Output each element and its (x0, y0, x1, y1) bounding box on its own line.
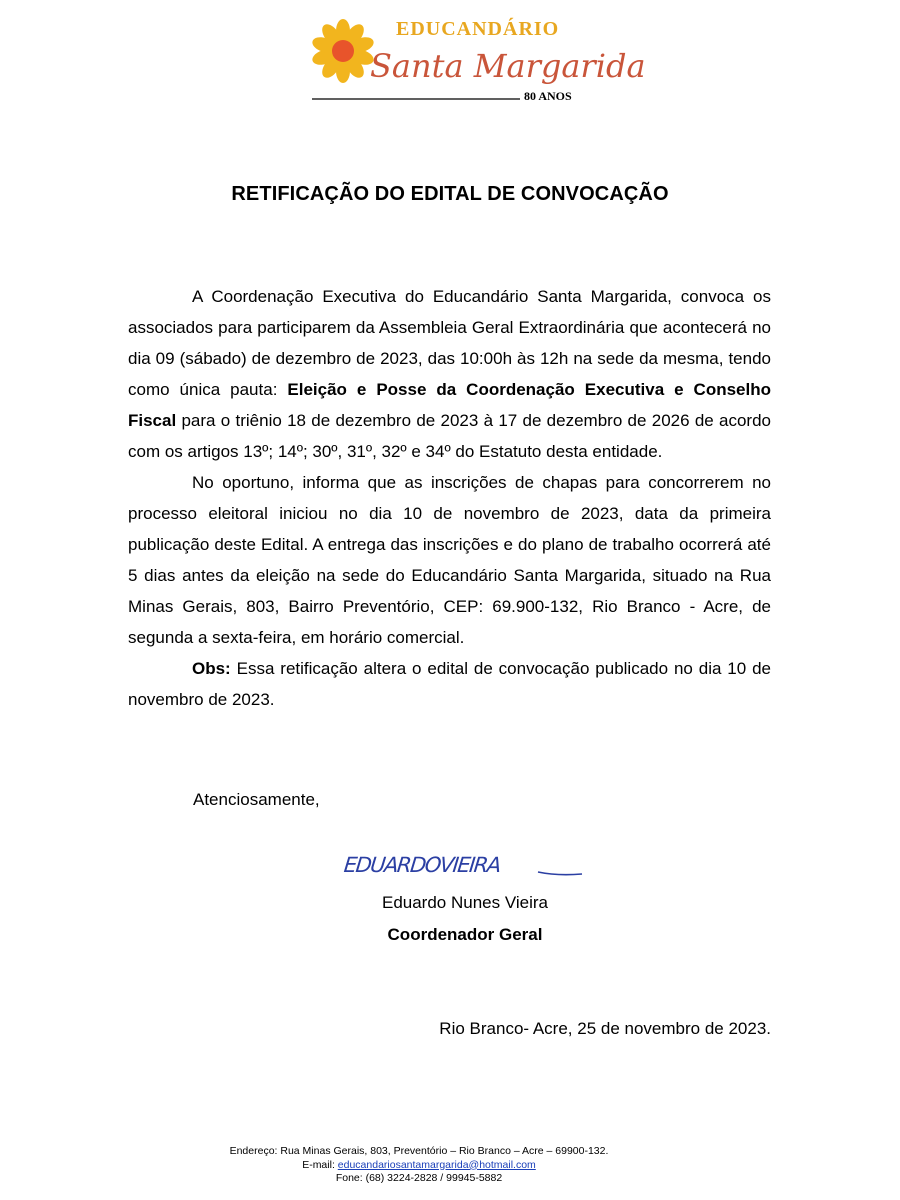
footer-phone: Fone: (68) 3224-2828 / 99945-5882 (335, 1172, 503, 1184)
footer-email-label: E-mail: (302, 1158, 338, 1171)
educandario-logo (300, 14, 646, 106)
footer (0, 1145, 838, 1186)
paragraph1-text-end: para o triênio 18 de dezembro de 2023 à 17 de dezembro de 2026 de acordo com os artigos 13º; 14º; 30º, 31º, 32º e 34º do Estatuto desta entidade. (128, 411, 771, 461)
page-title: RETIFICAÇÃO DO EDITAL DE CONVOCAÇÃO (231, 183, 669, 205)
signer-name: Eduardo Nunes Vieira (381, 893, 548, 912)
date-line: Rio Branco- Acre, 25 de novembro de 2023. (439, 1019, 771, 1038)
document-body (128, 281, 771, 715)
paragraph-observation (128, 653, 771, 715)
footer-email-link[interactable]: educandariosantamargarida@hotmail.com (337, 1158, 536, 1171)
paragraph1-bold: Eleição e Posse da Coordenação Executiva e Conselho Fiscal (128, 380, 771, 430)
paragraph-convocation (128, 281, 771, 467)
footer-email-line (0, 1159, 838, 1173)
handwritten-signature (342, 846, 586, 882)
paragraph-inscriptions: No oportuno, informa que as inscrições de chapas para concorrerem no processo eleitoral iniciou no dia 10 de novembro de 2023, data da primeira publicação deste Edital. A entrega das inscrições e do plano de trabalho ocorrerá até 5 dias antes da eleição na sede do Educandário Santa Margarida, situado na Rua Minas Gerais, 803, Bairro Preventório, CEP: 69.900-132, Rio Branco - Acre, de segunda a sexta-feira, em horário comercial. (128, 473, 771, 647)
footer-address: Endereço: Rua Minas Gerais, 803, Preventório – Rio Branco – Acre – 69900-132. (229, 1145, 609, 1157)
paragraph1-text: A Coordenação Executiva do Educandário Santa Margarida, convoca os associados para participarem da Assembleia Geral Extraordinária que acontecerá no dia 09 (sábado) de dezembro de 2023, das 10:00h às 12h na sede da mesma, tendo como única pauta: (128, 287, 771, 399)
logo-script: Santa Margarida (370, 47, 646, 85)
signature-scribble: EDUARDOVIEIRA (342, 852, 502, 877)
logo-line1: EDUCANDÁRIO (396, 18, 560, 40)
closing-salutation: Atenciosamente, (193, 790, 320, 809)
sunflower-logo-icon (300, 14, 646, 106)
signer-role: Coordenador Geral (387, 925, 543, 944)
obs-label: Obs: (192, 659, 231, 678)
obs-text: Essa retificação altera o edital de convocação publicado no dia 10 de novembro de 2023. (128, 659, 771, 709)
logo-anniversary: 80 ANOS (524, 89, 572, 103)
